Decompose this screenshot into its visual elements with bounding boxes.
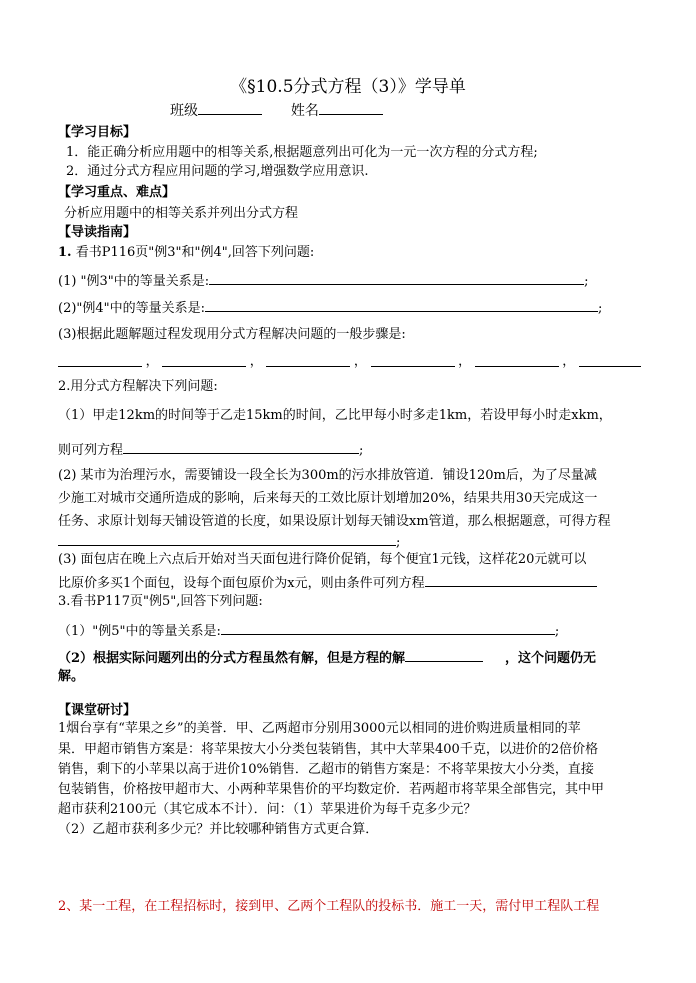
goal-item: 1．能正确分析应用题中的相等关系,根据题意列出可化为一元一次方程的分式方程;: [66, 145, 538, 160]
punctuation: ，: [458, 354, 472, 369]
question-text: 则可列方程: [58, 443, 124, 458]
answer-blank[interactable]: [205, 298, 598, 312]
name-label: 姓名: [290, 103, 319, 119]
step-blank[interactable]: [58, 353, 142, 367]
punctuation: ，: [353, 354, 367, 369]
guide-question-1a: [58, 271, 589, 291]
punctuation: ;: [598, 301, 603, 316]
name-blank[interactable]: [319, 101, 383, 115]
punctuation: ;: [584, 274, 589, 289]
goal-item: 2．通过分式方程应用问题的学习,增强数学应用意识.: [66, 164, 369, 179]
question-text: （2）根据实际问题列出的分式方程虽然有解，但是方程的解: [58, 651, 406, 666]
punctuation: ，: [145, 354, 159, 369]
problem-2-2-equation: [58, 532, 400, 552]
guide-question-1c: (3)根据此题解题过程发现用分式方程解决问题的一般步骤是:: [58, 327, 406, 342]
problem-2-2: (2) 某市为治理污水，需要铺设一段全长为300m的污水排放管道．铺设120m后，为了尽量减: [58, 468, 597, 483]
class-blank[interactable]: [198, 101, 262, 115]
guide-question-3: 3.看书P117页"例5",回答下列问题:: [58, 594, 263, 609]
step-blank[interactable]: [475, 353, 559, 367]
punctuation: ;: [396, 535, 401, 550]
problem-2-1: （1）甲走12km的时间等于乙走15km的时间，乙比甲每小时多走1km，若设甲每小时走xkm，: [58, 408, 612, 423]
question-number: 1.: [58, 245, 72, 260]
question-text: （1）"例5"中的等量关系是:: [58, 624, 221, 639]
step-blank[interactable]: [371, 353, 455, 367]
discussion-problem-2: 2、某一工程，在工程招标时，接到甲、乙两个工程队的投标书．施工一天，需付甲工程队工程: [58, 899, 600, 914]
student-info-row: [170, 101, 383, 120]
guide-question-2: 2.用分式方程解决下列问题:: [58, 379, 218, 394]
problem-3-2-end: 解。: [58, 669, 85, 684]
discussion-text: 销售，剩下的小苹果以高于进价10%销售．乙超市的销售方案是：不将苹果按大小分类，直接: [58, 762, 594, 777]
keypoint-text: 分析应用题中的相等关系并列出分式方程: [64, 206, 299, 221]
problem-2-3: [58, 573, 597, 593]
answer-blank[interactable]: [58, 532, 396, 546]
answer-blank[interactable]: [123, 440, 359, 454]
section-heading-goals: 【学习目标】: [58, 125, 137, 140]
discussion-text: 超市获利2100元（其它成本不计）．问：（1）苹果进价为每千克多少元？: [58, 802, 477, 817]
guide-question-1b: [58, 298, 602, 318]
problem-2-3: (3) 面包店在晚上六点后开始对当天面包进行降价促销，每个便宜1元钱，这样花20元就可以: [58, 552, 587, 567]
punctuation: ;: [359, 443, 364, 458]
answer-blank[interactable]: [221, 621, 555, 635]
discussion-text: 1烟台享有“苹果之乡”的美誉．甲、乙两超市分别用3000元以相同的进价购进质量相同的苹: [58, 721, 581, 736]
page-title: 《§10.5分式方程（3）》学导单: [230, 77, 466, 97]
problem-2-2: 任务、求原计划每天铺设管道的长度，如果设原计划每天铺设xm管道，那么根据题意，可得方程: [58, 514, 611, 529]
discussion-text: 果．甲超市销售方案是：将苹果按大小分类包装销售，其中大苹果400千克，以进价的2倍价格: [58, 742, 599, 757]
punctuation: ;: [554, 624, 560, 639]
question-text: ，这个问题仍无: [505, 651, 597, 666]
answer-blank[interactable]: [209, 271, 584, 285]
section-heading-guide: 【导读指南】: [58, 225, 137, 240]
problem-2-1-equation: [58, 440, 363, 460]
question-text: (2)"例4"中的等量关系是:: [58, 301, 206, 316]
guide-question-1: [58, 244, 314, 262]
punctuation: ，: [562, 354, 576, 369]
section-heading-keypoints: 【学习重点、难点】: [58, 185, 176, 200]
problem-3-1: [58, 621, 559, 641]
problem-2-2: 少施工对城市交通所造成的影响，后来每天的工效比原计划增加20%，结果共用30天完成这一: [58, 491, 598, 506]
discussion-text: （2）乙超市获利多少元？并比较哪种销售方式更合算．: [58, 822, 379, 837]
answer-blank[interactable]: [405, 648, 483, 662]
answer-blank[interactable]: [425, 573, 597, 587]
step-blank[interactable]: [162, 353, 246, 367]
steps-blank-row: [58, 353, 641, 371]
punctuation: ，: [249, 354, 263, 369]
step-blank[interactable]: [266, 353, 350, 367]
discussion-text: 包装销售，价格按甲超市大、小两种苹果售价的平均数定价．若两超市将苹果全部售完，其中甲: [58, 782, 605, 797]
question-text: (1) "例3"中的等量关系是:: [58, 274, 210, 289]
section-heading-discussion: 【课堂研讨】: [58, 703, 137, 718]
question-text: 比原价多买1个面包，设每个面包原价为x元，则由条件可列方程: [58, 576, 425, 591]
step-blank[interactable]: [579, 353, 641, 367]
problem-3-2: [58, 648, 596, 668]
class-label: 班级: [170, 103, 198, 119]
question-text: 看书P116页"例3"和"例4",回答下列问题:: [75, 245, 315, 260]
